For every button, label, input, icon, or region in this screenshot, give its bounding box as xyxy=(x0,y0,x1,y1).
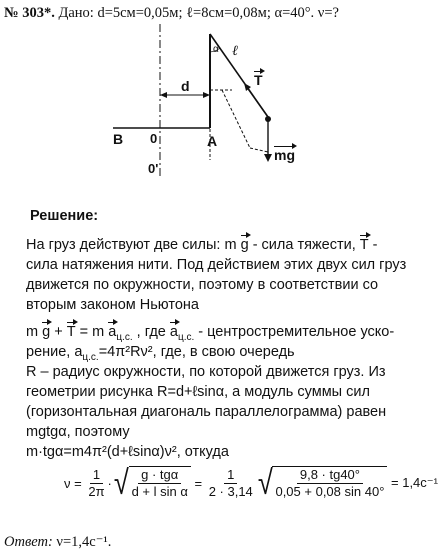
newton-equation: m g + T = m $a_{ц.с.}$ , где $a_{ц.с.}$ - центростремительное уско- xyxy=(26,324,395,343)
solution-p2-line1: R – радиус окружности, по которой движется груз. Из xyxy=(26,364,386,380)
label-alpha: α xyxy=(213,44,219,55)
solution-p2-line4: mgtgα, поэтому xyxy=(26,424,130,440)
fraction-1: $\frac{1}{2\pi}$ xyxy=(88,466,105,499)
dashed-diagonal xyxy=(222,90,250,148)
pendulum-figure xyxy=(0,0,403,210)
newton-equation-line2: рение, $a_{ц.с.}=4\pi^2R\nu^2$, где, в свою очередь xyxy=(26,344,295,363)
label-B: B xyxy=(113,131,124,147)
final-formula: ν = $\frac{1}{2\pi}$ · √ $\frac{\text{g · tgα}}{\text{d + l sin α}}$ = $\frac{1}{2 \cdot 3,14}$ √ $\frac{9,8 \cdot tg40^\circ}{0,05 + 0,08 \sin 40^\circ}$ = 1,4с⁻¹ xyxy=(64,464,438,502)
solution-p1-line4: вторым законом Ньютона xyxy=(26,297,199,313)
label-A: A xyxy=(207,133,218,149)
problem-number: № 303*. xyxy=(4,5,55,21)
label-O: 0 xyxy=(150,131,158,146)
sqrt-2: √ $\frac{9,8 \cdot tg40^\circ}{0,05 + 0,08 \sin 40^\circ}$ xyxy=(256,466,388,500)
label-O-prime: 0' xyxy=(148,161,159,176)
answer-value: ν=1,4с⁻¹. xyxy=(52,534,112,550)
solution-p2-line3: (горизонтальная диагональ параллелограмма) равен xyxy=(26,404,387,420)
label-ell: ℓ xyxy=(232,44,238,59)
solution-p2-line2: геометрии рисунка R=d+ℓsinα, а модуль суммы сил xyxy=(26,384,370,400)
solution-p1-line3: движется по окружности, поэтому в соответствии со xyxy=(26,277,379,293)
answer-label: Ответ: xyxy=(4,534,53,550)
sqrt-1: √ $\frac{\text{g · tgα}}{\text{d + l sin α}}$ xyxy=(112,466,191,500)
given-data: Дано: d=5см=0,05м; ℓ=8см=0,08м; α=40°. ν=? xyxy=(58,5,339,21)
fraction-2: $\frac{1}{2 \cdot 3,14}$ xyxy=(208,466,253,499)
label-mg: mg xyxy=(274,147,295,163)
label-T: T xyxy=(254,72,263,88)
dashed-bottom xyxy=(250,148,268,152)
solution-heading: Решение: xyxy=(30,208,99,224)
answer xyxy=(4,533,111,552)
equation-2: m·tgα=m4π²(d+ℓsinα)ν², откуда xyxy=(26,444,229,460)
solution-p1-line1: На груз действуют две силы: m g - сила тяжести, T - xyxy=(26,237,378,253)
solution-p1-line2: сила натяжения нити. Под действием этих двух сил груз xyxy=(26,257,407,273)
tension-arrow xyxy=(246,86,268,117)
label-d: d xyxy=(181,78,190,94)
